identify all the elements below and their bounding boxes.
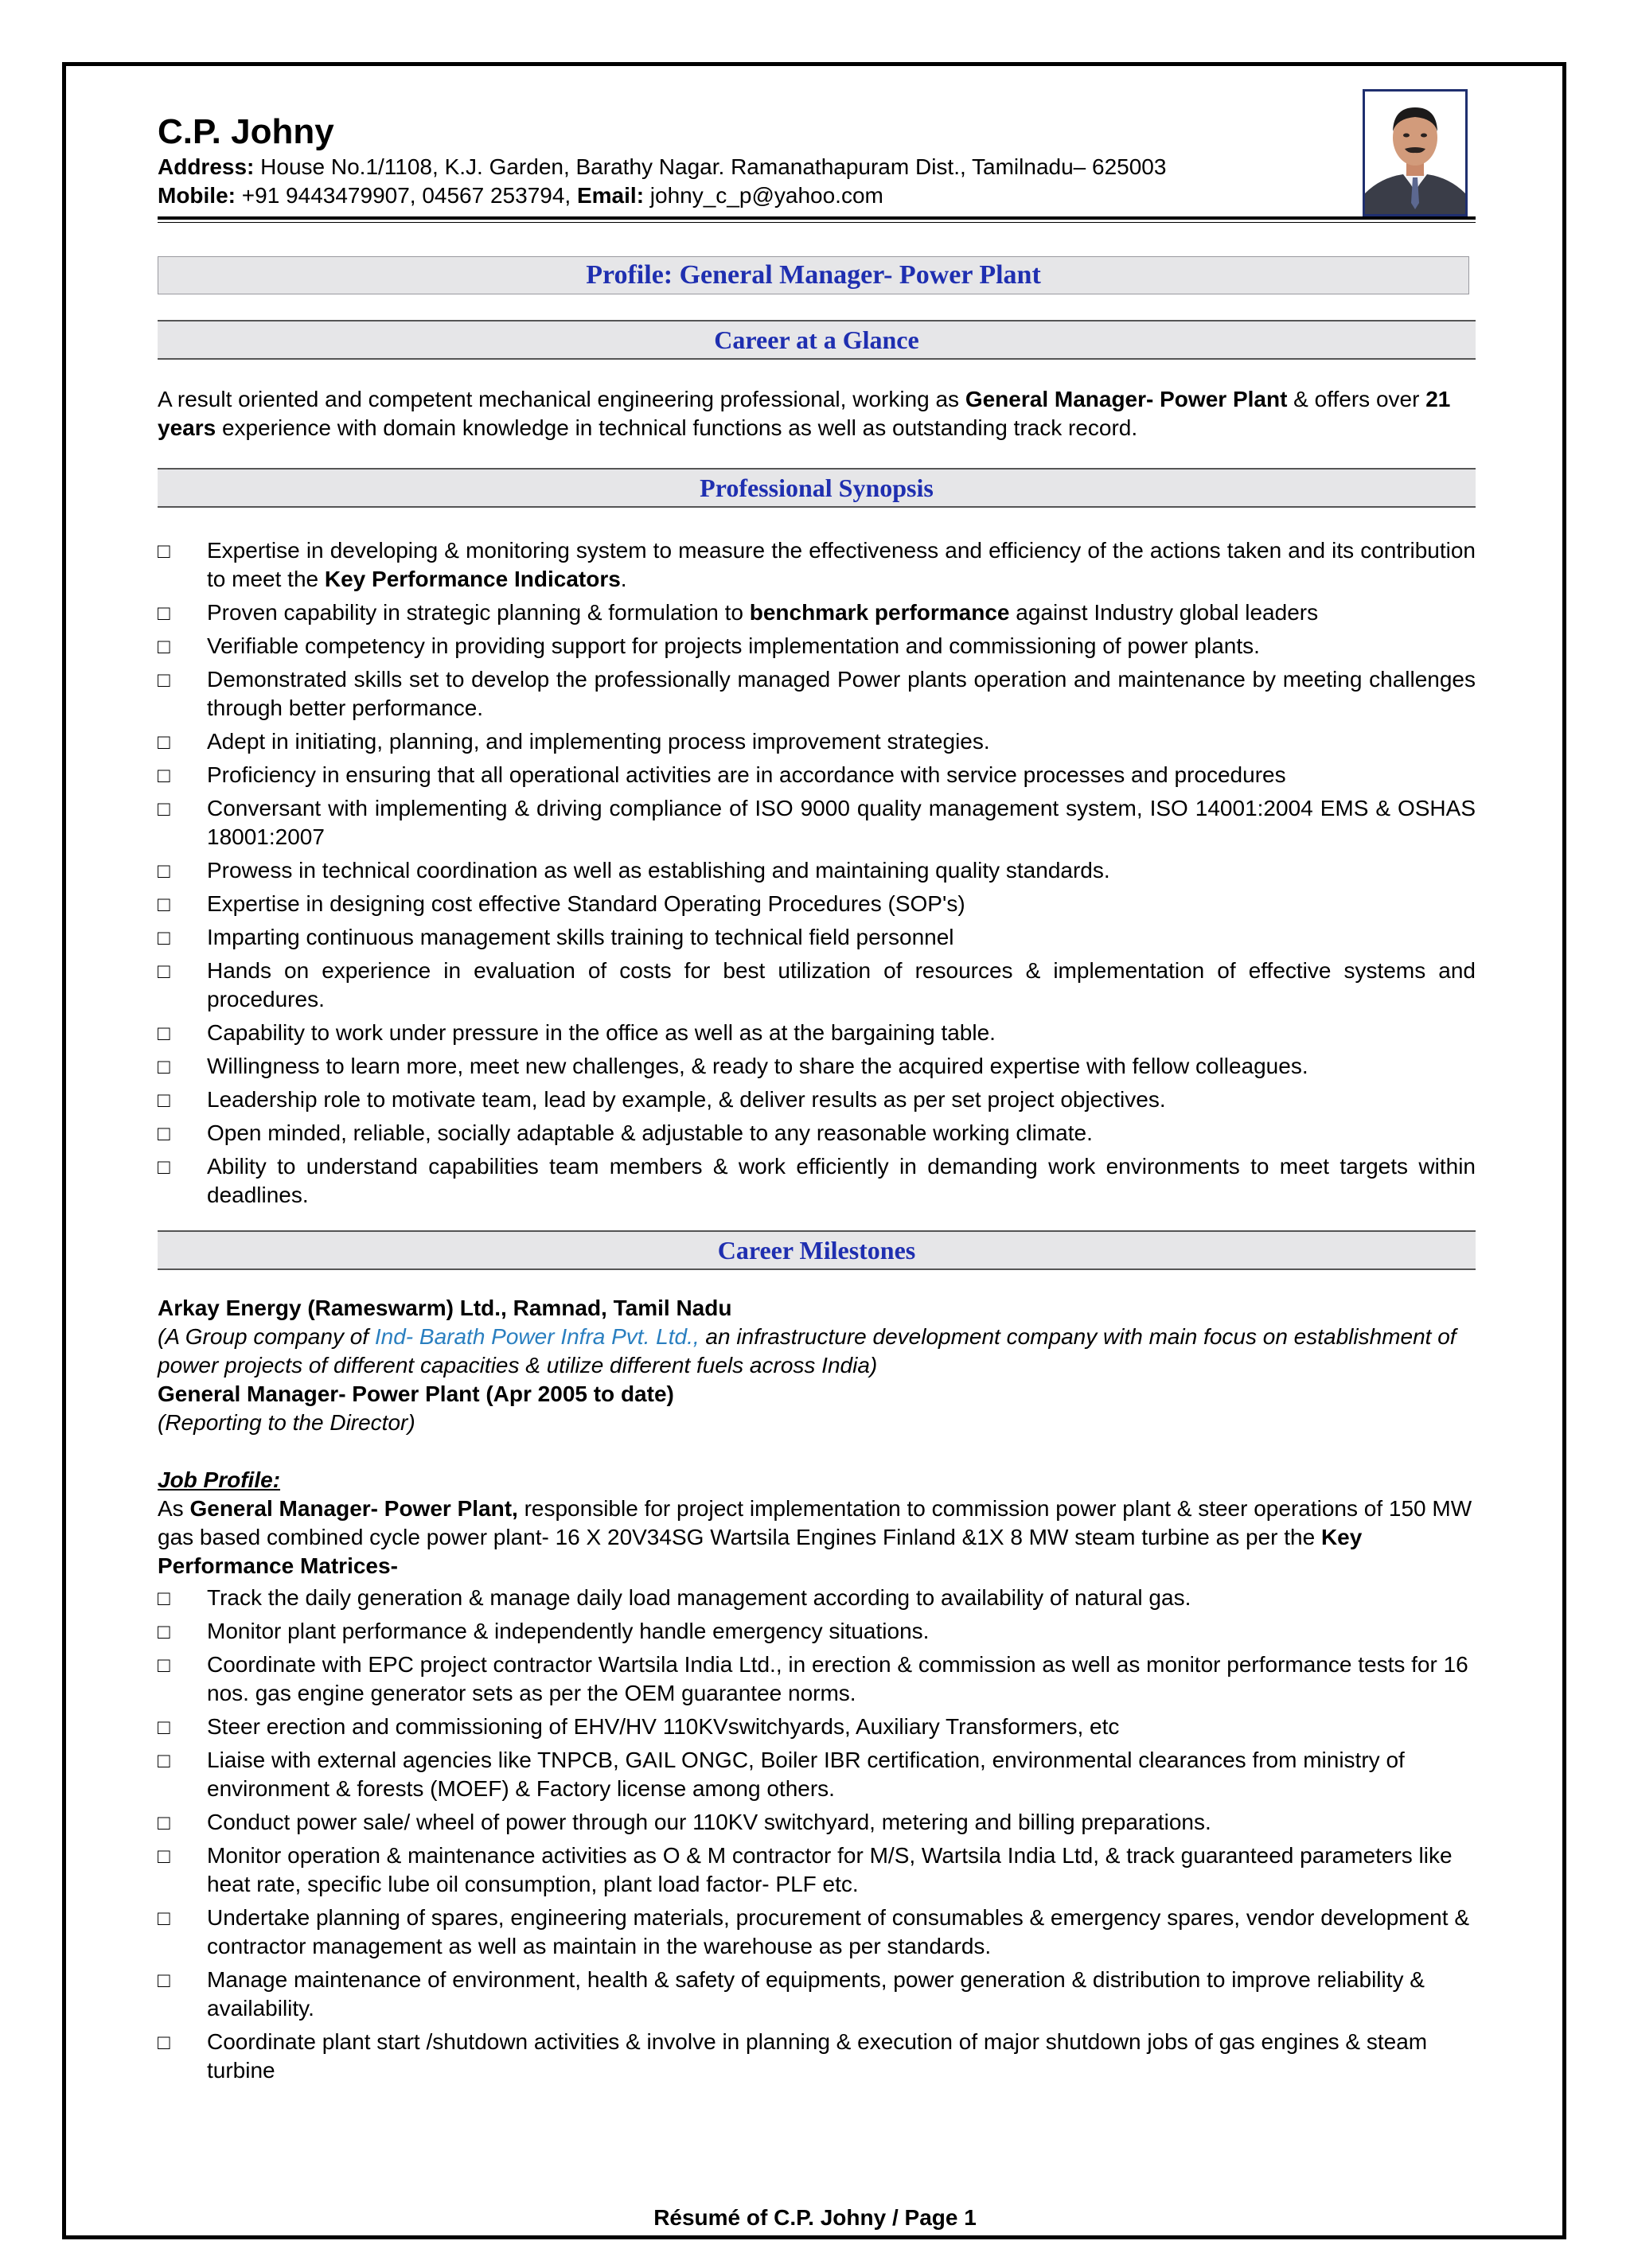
candidate-name: C.P. Johny (158, 112, 334, 151)
contact-line (158, 181, 1476, 210)
section-heading: Career Milestones (717, 1235, 916, 1265)
section-heading: Career at a Glance (714, 325, 919, 354)
duty-item (158, 1617, 1476, 1646)
address-value: House No.1/1108, K.J. Garden, Barathy Nagar. Ramanathapuram Dist., Tamilnadu– 625003 (260, 154, 1167, 179)
duty-text: Steer erection and commissioning of EHV/HV 110KVswitchyards, Auxiliary Transformers, etc (207, 1714, 1120, 1739)
summary-bold-years: 21 years (158, 387, 1451, 440)
synopsis-item (158, 957, 1476, 1014)
synopsis-text: Ability to understand capabilities team members & work efficiently in demanding work environments to meet targets within deadlines. (207, 1154, 1476, 1207)
synopsis-text: Willingness to learn more, meet new challenges, & ready to share the acquired expertise with fellow colleagues. (207, 1054, 1308, 1078)
job-profile-text (158, 1494, 1476, 1580)
reporting-line: (Reporting to the Director) (158, 1410, 415, 1435)
synopsis-list (158, 536, 1476, 1210)
address-line (158, 153, 1476, 181)
synopsis-bold: Key Performance Indicators (324, 567, 621, 591)
bullet-icon: □ (158, 763, 170, 787)
synopsis-text: Verifiable competency in providing support for projects implementation and commissioning of power plants. (207, 633, 1260, 658)
synopsis-item (158, 1119, 1476, 1148)
synopsis-text: Imparting continuous management skills training to technical field personnel (207, 925, 954, 949)
duty-item (158, 1841, 1476, 1899)
synopsis-text: Conversant with implementing & driving compliance of ISO 9000 quality management system, ISO 14001:2004 EMS & OSHAS 18001:2007 (207, 796, 1476, 849)
synopsis-item (158, 923, 1476, 952)
bullet-icon: □ (158, 601, 170, 625)
synopsis-text: against Industry global leaders (1009, 600, 1319, 625)
profile-title-bar (158, 256, 1469, 294)
bullet-icon: □ (158, 1810, 170, 1834)
duty-text: Undertake planning of spares, engineering materials, procurement of consumables & emergency spares, vendor development & contractor management as well as maintain in the warehouse as per standards. (207, 1905, 1469, 1958)
header-divider (158, 216, 1476, 220)
job-bold-role: General Manager- Power Plant, (189, 1496, 518, 1521)
section-career-milestones (158, 1230, 1476, 1270)
company-name: Arkay Energy (Rameswarm) Ltd., Ramnad, Tamil Nadu (158, 1296, 732, 1320)
bullet-icon: □ (158, 1715, 170, 1739)
synopsis-item (158, 1085, 1476, 1114)
job-profile-label: Job Profile: (158, 1467, 281, 1492)
bullet-icon: □ (158, 634, 170, 658)
synopsis-item (158, 727, 1476, 756)
career-summary (158, 385, 1476, 442)
duty-item (158, 1584, 1476, 1612)
header-divider-thin (158, 222, 1476, 223)
bullet-icon: □ (158, 926, 170, 949)
synopsis-item (158, 794, 1476, 851)
synopsis-item (158, 598, 1476, 627)
job-text: responsible for project implementation to commission power plant & steer operations of 150 MW gas based combined cycle power plant- 16 X 20V34SG Wartsila Engines Finland &1X 8 MW steam turbine as per the (158, 1496, 1472, 1549)
summary-text: experience with domain knowledge in technical functions as well as outstanding track record. (216, 415, 1138, 440)
bullet-icon: □ (158, 892, 170, 916)
group-text: an infrastructure development company with main focus on establishment of power projects of different capacities & utilize different fuels across India) (158, 1324, 1456, 1378)
synopsis-item (158, 665, 1476, 723)
synopsis-item (158, 1019, 1476, 1047)
synopsis-item (158, 632, 1476, 661)
duty-text: Track the daily generation & manage daily load management according to availability of natural gas. (207, 1585, 1191, 1610)
summary-text: A result oriented and competent mechanical engineering professional, working as (158, 387, 965, 411)
bullet-icon: □ (158, 1748, 170, 1772)
duty-item (158, 1713, 1476, 1741)
duties-list (158, 1584, 1476, 2085)
summary-bold-role: General Manager- Power Plant (965, 387, 1288, 411)
position-title: General Manager- Power Plant (Apr 2005 to date) (158, 1381, 674, 1406)
bullet-icon: □ (158, 1844, 170, 1868)
synopsis-text: Expertise in designing cost effective Standard Operating Procedures (SOP's) (207, 891, 965, 916)
synopsis-text: Proven capability in strategic planning & formulation to (207, 600, 750, 625)
job-text: As (158, 1496, 190, 1521)
group-company-link[interactable]: Ind- Barath Power Infra Pvt. Ltd., (374, 1324, 700, 1349)
bullet-icon: □ (158, 1088, 170, 1112)
synopsis-bold: benchmark performance (749, 600, 1010, 625)
duty-item (158, 1904, 1476, 1961)
page-footer: Résumé of C.P. Johny / Page 1 (653, 2205, 977, 2230)
mobile-label: Mobile: (158, 183, 236, 208)
synopsis-text: Adept in initiating, planning, and implementing process improvement strategies. (207, 729, 990, 754)
synopsis-item (158, 890, 1476, 918)
synopsis-text: Leadership role to motivate team, lead by example, & deliver results as per set project objectives. (207, 1087, 1166, 1112)
synopsis-text: Capability to work under pressure in the office as well as at the bargaining table. (207, 1020, 996, 1045)
duty-item (158, 2028, 1476, 2085)
bullet-icon: □ (158, 959, 170, 983)
email-value[interactable]: johny_c_p@yahoo.com (649, 183, 883, 208)
synopsis-text: Proficiency in ensuring that all operational activities are in accordance with service processes and procedures (207, 762, 1286, 787)
bullet-icon: □ (158, 1121, 170, 1145)
duty-text: Coordinate with EPC project contractor Wartsila India Ltd., in erection & commission as well as monitor performance tests for 16 nos. gas engine generator sets as per the OEM guarantee norms. (207, 1652, 1468, 1705)
bullet-icon: □ (158, 1586, 170, 1610)
duty-item (158, 1966, 1476, 2023)
bullet-icon: □ (158, 1054, 170, 1078)
duty-text: Conduct power sale/ wheel of power through our 110KV switchyard, metering and billing preparations. (207, 1810, 1211, 1834)
synopsis-item (158, 536, 1476, 594)
section-professional-synopsis (158, 468, 1476, 508)
bullet-icon: □ (158, 859, 170, 883)
job-bold-kpm: Key Performance Matrices- (158, 1525, 1363, 1578)
synopsis-text: Prowess in technical coordination as well as establishing and maintaining quality standards. (207, 858, 1110, 883)
synopsis-item (158, 761, 1476, 789)
synopsis-item (158, 1152, 1476, 1210)
bullet-icon: □ (158, 1968, 170, 1992)
section-heading: Professional Synopsis (700, 473, 934, 502)
company-description (158, 1323, 1476, 1380)
address-label: Address: (158, 154, 255, 179)
duty-item (158, 1746, 1476, 1803)
mobile-value: +91 9443479907, 04567 253794, (241, 183, 571, 208)
group-text: (A Group company of (158, 1324, 375, 1349)
section-career-glance (158, 320, 1476, 360)
duty-text: Manage maintenance of environment, health & safety of equipments, power generation & distribution to improve reliability & availability. (207, 1967, 1425, 2021)
synopsis-text: . (620, 567, 627, 591)
synopsis-text: Demonstrated skills set to develop the professionally managed Power plants operation and maintenance by meeting challenges through better performance. (207, 667, 1476, 720)
bullet-icon: □ (158, 539, 170, 563)
resume-content (158, 111, 1476, 2090)
bullet-icon: □ (158, 668, 170, 692)
synopsis-text: Hands on experience in evaluation of costs for best utilization of resources & implementation of effective systems and procedures. (207, 958, 1476, 1011)
duty-item (158, 1808, 1476, 1837)
profile-title: Profile: General Manager- Power Plant (586, 260, 1041, 290)
duty-item (158, 1650, 1476, 1708)
duty-text: Coordinate plant start /shutdown activities & involve in planning & execution of major shutdown jobs of gas engines & steam turbine (207, 2029, 1428, 2083)
bullet-icon: □ (158, 730, 170, 754)
summary-text: & offers over (1287, 387, 1426, 411)
bullet-icon: □ (158, 2030, 170, 2054)
email-label: Email: (576, 183, 645, 208)
duty-text: Liaise with external agencies like TNPCB, GAIL ONGC, Boiler IBR certification, environmental clearances from ministry of environment & forests (MOEF) & Factory license among others. (207, 1748, 1405, 1801)
milestone-block (158, 1294, 1476, 2085)
bullet-icon: □ (158, 1653, 170, 1677)
duty-text: Monitor operation & maintenance activities as O & M contractor for M/S, Wartsila India Ltd, & track guaranteed parameters like heat rate, specific lube oil consumption, plant load factor- PLF etc. (207, 1843, 1453, 1896)
synopsis-text: Expertise in developing & monitoring system to measure the effectiveness and efficiency of the actions taken and its contribution to meet the (207, 538, 1476, 591)
bullet-icon: □ (158, 1906, 170, 1930)
synopsis-item (158, 1052, 1476, 1081)
bullet-icon: □ (158, 1155, 170, 1179)
bullet-icon: □ (158, 797, 170, 820)
synopsis-item (158, 856, 1476, 885)
duty-text: Monitor plant performance & independently handle emergency situations. (207, 1619, 930, 1643)
bullet-icon: □ (158, 1021, 170, 1045)
bullet-icon: □ (158, 1619, 170, 1643)
synopsis-text: Open minded, reliable, socially adaptable & adjustable to any reasonable working climate. (207, 1120, 1093, 1145)
